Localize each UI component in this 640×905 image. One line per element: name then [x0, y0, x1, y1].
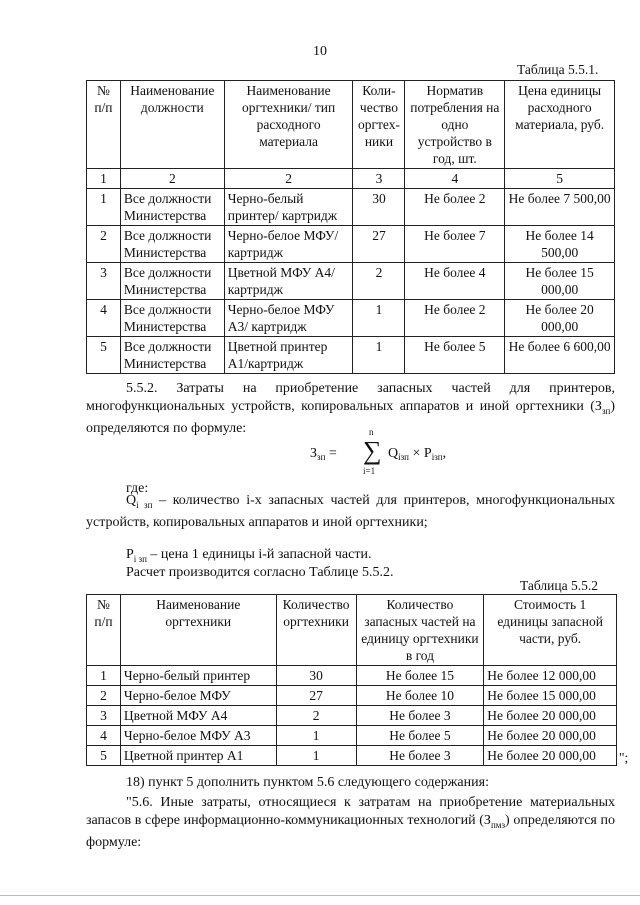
quantity-cell: 27	[276, 686, 356, 706]
calc-note-text: Расчет производится согласно Таблице 5.5.2.	[126, 565, 394, 580]
sum-bottom: i=1	[363, 466, 376, 476]
row-number: 5	[87, 746, 121, 766]
position-cell: Все должности Министерства	[120, 263, 224, 300]
quantity-cell: 1	[276, 746, 356, 766]
item-18	[86, 774, 615, 792]
paragraph-text: ) определяются по формуле:	[86, 399, 615, 436]
row-number: 5	[87, 337, 121, 374]
paragraph-text: 5.5.2. Затраты на приобретение запасных частей для принтеров, многофункциональных устройств, копировальных аппаратов и иной оргтехники (З	[86, 381, 615, 414]
row-number: 1	[87, 189, 121, 226]
where-text: где:	[126, 481, 149, 496]
formula-q-sub: iзп	[398, 452, 409, 462]
sum-top: n	[369, 427, 374, 437]
def-text: – количество i-х запасных частей для принтеров, многофункциональных устройств, копировальных аппаратов и иной оргтехники;	[86, 493, 616, 530]
quantity-cell: 27	[353, 226, 405, 263]
sigma-icon: ∑	[363, 436, 382, 465]
index-cell: 4	[405, 169, 505, 189]
cost-cell: Не более 12 000,00	[484, 666, 617, 686]
formula-equals: =	[328, 446, 337, 461]
table-header-row	[87, 81, 615, 169]
subscript: пмз	[490, 819, 506, 830]
header-cell: Наименование оргтехники	[120, 595, 276, 666]
formula-lhs: З	[310, 446, 318, 461]
header-cell: Количество оргтехники	[276, 595, 356, 666]
position-cell: Все должности Министерства	[120, 300, 224, 337]
definition-q	[86, 492, 615, 532]
device-cell: Цветной МФУ А4	[120, 706, 276, 726]
row-number: 4	[87, 726, 121, 746]
header-cell: Цена единицы расходного материала, руб.	[505, 81, 615, 169]
cost-cell: Не более 20 000,00	[484, 726, 617, 746]
formula-q: Q	[388, 446, 399, 461]
table-row	[87, 666, 617, 686]
header-cell: Количество запасных частей на единицу оргтехники в год	[356, 595, 484, 666]
position-cell: Все должности Министерства	[120, 337, 224, 374]
def-symbol: Q	[126, 493, 137, 508]
parts-cell: Не более 3	[356, 746, 484, 766]
table-row	[87, 189, 615, 226]
table-5-5-1-caption: Таблица 5.5.1.	[517, 62, 599, 77]
paragraph-text: ) определяются по формуле:	[86, 813, 616, 850]
def-symbol-sub: i зп	[133, 553, 147, 564]
device-cell: Черно-белое МФУ А3	[120, 726, 276, 746]
index-cell: 2	[224, 169, 353, 189]
cost-cell: Не более 15 000,00	[484, 686, 617, 706]
header-cell: Норматив потребления на одно устройство в год, шт.	[405, 81, 505, 169]
index-cell: 3	[353, 169, 405, 189]
formula-zp	[310, 446, 337, 462]
position-cell: Все должности Министерства	[120, 189, 224, 226]
header-cell: № п/п	[87, 595, 121, 666]
parts-cell: Не более 3	[356, 706, 484, 726]
table-row	[87, 300, 615, 337]
row-number: 3	[87, 263, 121, 300]
row-number: 3	[87, 706, 121, 726]
cost-cell: Не более 20 000,00	[484, 706, 617, 726]
price-cell: Не более 14 500,00	[505, 226, 615, 263]
def-text: – цена 1 единицы i-й запасной части.	[150, 547, 372, 562]
quantity-cell: 30	[276, 666, 356, 686]
norm-cell: Не более 4	[405, 263, 505, 300]
table-index-row	[87, 169, 615, 189]
quantity-cell: 1	[276, 726, 356, 746]
norm-cell: Не более 5	[405, 337, 505, 374]
device-cell: Цветной МФУ А4/ картридж	[224, 263, 353, 300]
formula-p-sub: iзп	[431, 452, 443, 462]
quantity-cell: 1	[353, 300, 405, 337]
paragraph-5-6	[86, 794, 615, 852]
price-cell: Не более 7 500,00	[505, 189, 615, 226]
price-cell: Не более 20 000,00	[505, 300, 615, 337]
table-row	[87, 706, 617, 726]
parts-cell: Не более 10	[356, 686, 484, 706]
item-18-text: 18) пункт 5 дополнить пунктом 5.6 следующего содержания:	[126, 775, 489, 790]
table-5-5-2	[86, 594, 617, 766]
table-row	[87, 263, 615, 300]
index-cell: 5	[505, 169, 615, 189]
table-row	[87, 686, 617, 706]
price-cell: Не более 6 600,00	[505, 337, 615, 374]
index-cell: 1	[87, 169, 121, 189]
row-number: 2	[87, 686, 121, 706]
price-cell: Не более 15 000,00	[505, 263, 615, 300]
norm-cell: Не более 7	[405, 226, 505, 263]
row-number: 4	[87, 300, 121, 337]
row-number: 1	[87, 666, 121, 686]
quantity-cell: 2	[353, 263, 405, 300]
position-cell: Все должности Министерства	[120, 226, 224, 263]
header-cell: № п/п	[87, 81, 121, 169]
table-5-5-2-caption: Таблица 5.5.2	[520, 578, 598, 593]
subscript: зп	[601, 405, 611, 416]
table-5-5-1	[86, 80, 615, 374]
parts-cell: Не более 15	[356, 666, 484, 686]
page-bottom-divider	[0, 895, 640, 896]
header-cell: Наименование должности	[120, 81, 224, 169]
quantity-cell: 2	[276, 706, 356, 726]
closing-quote: ";	[619, 750, 629, 765]
device-cell: Черно-белое МФУ	[120, 686, 276, 706]
formula-p: P	[423, 446, 432, 461]
def-symbol: P	[126, 547, 134, 562]
table-row	[87, 337, 615, 374]
cost-cell: Не более 20 000,00	[484, 746, 617, 766]
quantity-cell: 1	[353, 337, 405, 374]
norm-cell: Не более 2	[405, 189, 505, 226]
paragraph-5-5-2	[86, 380, 615, 438]
formula-times: ×	[412, 446, 421, 461]
norm-cell: Не более 2	[405, 300, 505, 337]
header-cell: Наименование оргтехники/ тип расходного материала	[224, 81, 353, 169]
def-symbol-sub: i зп	[136, 499, 153, 510]
row-number: 2	[87, 226, 121, 263]
header-cell: Стоимость 1 единицы запасной части, руб.	[484, 595, 617, 666]
table-row	[87, 726, 617, 746]
table-row	[87, 226, 615, 263]
device-cell: Черно-белое МФУ А3/ картридж	[224, 300, 353, 337]
page-number: 10	[313, 44, 327, 59]
paragraph-text: "5.6. Иные затраты, относящиеся к затратам на приобретение материальных запасов в сфере информационно-коммуникационных технологий (З	[86, 795, 615, 828]
header-cell: Коли-чество оргтех-ники	[353, 81, 405, 169]
index-cell: 2	[120, 169, 224, 189]
device-cell: Цветной принтер А1	[120, 746, 276, 766]
formula-rhs	[388, 446, 446, 462]
device-cell: Черно-белый принтер	[120, 666, 276, 686]
quantity-cell: 30	[353, 189, 405, 226]
table-header-row	[87, 595, 617, 666]
device-cell: Цветной принтер А1/картридж	[224, 337, 353, 374]
parts-cell: Не более 5	[356, 726, 484, 746]
device-cell: Черно-белый принтер/ картридж	[224, 189, 353, 226]
formula-lhs-sub: зп	[317, 452, 326, 462]
formula-tail: ,	[442, 446, 447, 461]
device-cell: Черно-белое МФУ/ картридж	[224, 226, 353, 263]
table-row	[87, 746, 617, 766]
